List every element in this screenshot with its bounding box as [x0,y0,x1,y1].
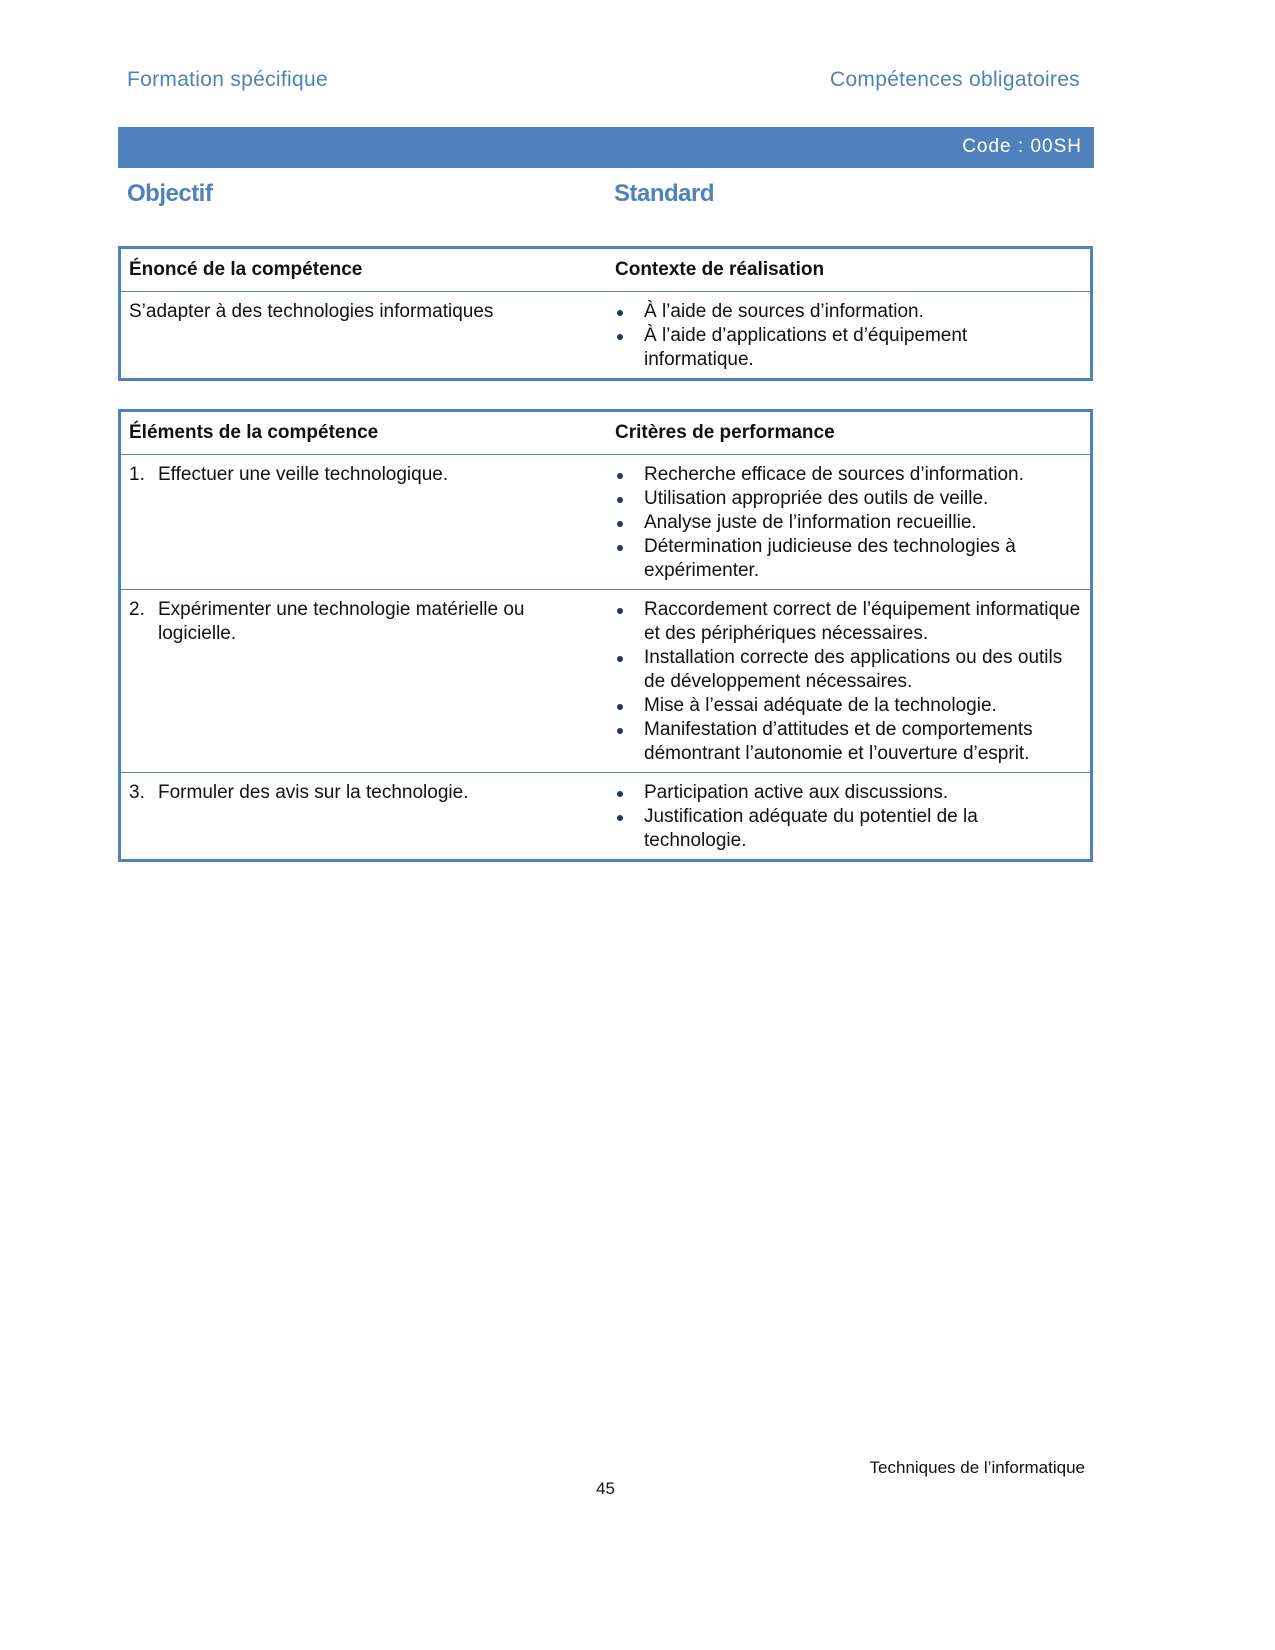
list-item: À l’aide d’applications et d’équipement informatique. [615,324,1082,372]
criteria-list [615,463,1082,583]
code-label: Code : 00SH [962,136,1082,157]
code-band [118,127,1094,168]
element-number: 2. [129,599,145,620]
list-item: Détermination judicieuse des technologies à expérimenter. [615,535,1082,583]
contexte-list [615,300,1082,372]
list-item: Participation active aux discussions. [615,781,1082,805]
table-row [120,455,1092,590]
criteria-list [615,598,1082,766]
list-item: Installation correcte des applications ou des outils de développement nécessaires. [615,646,1082,694]
criteria-list [615,781,1082,853]
page-number: 45 [596,1479,615,1498]
enonce-text: S’adapter à des technologies informatiques [120,292,608,380]
list-item: Justification adéquate du potentiel de la technologie. [615,805,1082,853]
section-standard: Standard [614,180,715,207]
table-row [120,773,1092,861]
element-text: Effectuer une veille technologique. [158,464,449,485]
list-item: Analyse juste de l’information recueillie. [615,511,1082,535]
element-text: Expérimenter une technologie matérielle ou logicielle. [158,599,525,644]
elements-table [118,409,1093,862]
element-number: 1. [129,464,145,485]
list-item: Manifestation d’attitudes et de comportements démontrant l’autonomie et l’ouverture d’esprit. [615,718,1082,766]
list-item: Raccordement correct de l’équipement informatique et des périphériques nécessaires. [615,598,1082,646]
col-header-elements: Éléments de la compétence [129,422,379,443]
element-text: Formuler des avis sur la technologie. [158,782,469,803]
list-item: À l’aide de sources d’information. [615,300,1082,324]
col-header-criteres: Critères de performance [615,422,835,443]
list-item: Mise à l’essai adéquate de la technologie. [615,694,1082,718]
header-right: Compétences obligatoires [829,68,1080,91]
footer-program: Techniques de l’informatique [869,1458,1085,1477]
list-item: Utilisation appropriée des outils de veille. [615,487,1082,511]
col-header-enonce: Énoncé de la compétence [129,259,363,280]
col-header-contexte: Contexte de réalisation [615,259,825,280]
list-item: Recherche efficace de sources d’information. [615,463,1082,487]
table-row [120,590,1092,773]
enonce-table [118,246,1093,381]
element-number: 3. [129,782,145,803]
header-left: Formation spécifique [127,68,328,91]
section-objectif: Objectif [127,180,213,207]
